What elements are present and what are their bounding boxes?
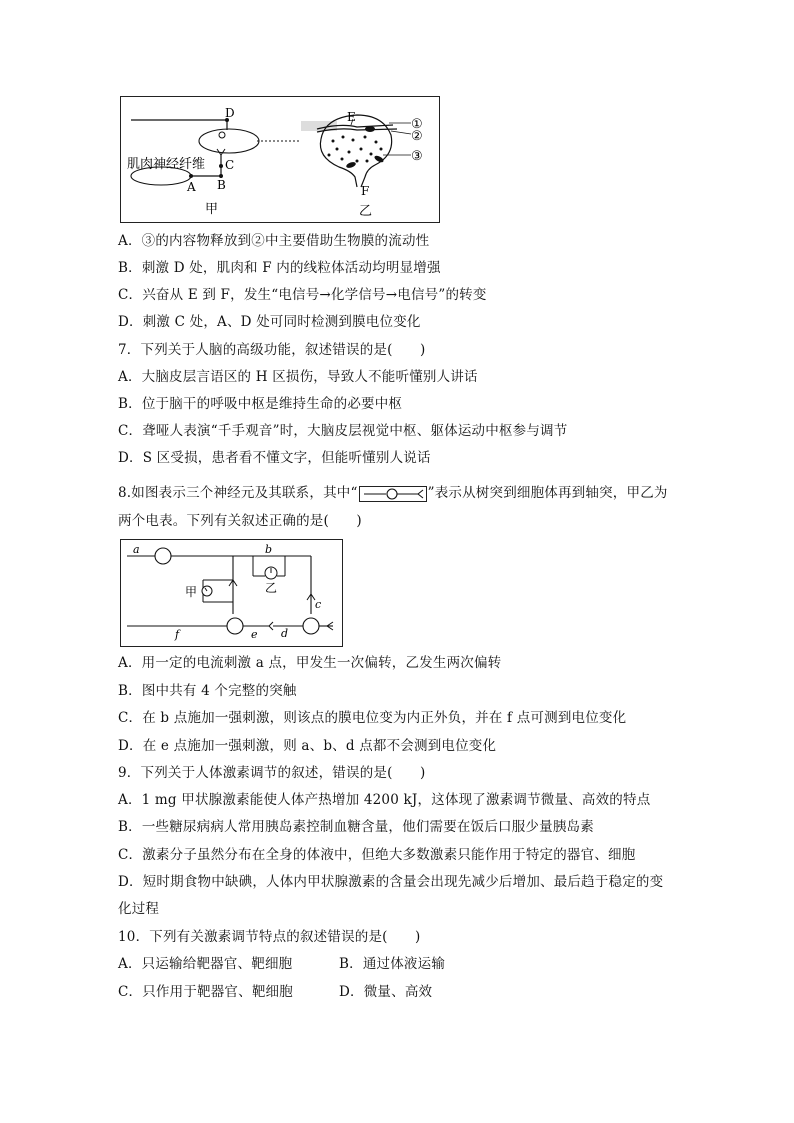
q6-option-b: B．刺激 D 处，肌肉和 F 内的线粒体活动均明显增强: [118, 260, 441, 276]
label-B: B: [217, 178, 226, 192]
figure-three-neurons: [120, 539, 343, 647]
neuron3-body: [303, 618, 319, 634]
nucleus: [219, 132, 225, 138]
point-C: [219, 164, 223, 168]
neuron2-body: [227, 618, 243, 634]
q6-option-a: A．③的内容物释放到②中主要借助生物膜的流动性: [118, 233, 430, 249]
label-d: d: [281, 627, 289, 640]
q6-option-d: D．刺激 C 处，A、D 处可同时检测到膜电位变化: [118, 314, 421, 330]
label-yi: 乙: [359, 204, 373, 219]
q8-stem-part1: 8.如图表示三个神经元及其联系，其中“: [118, 485, 358, 501]
q10-option-a: A．只运输给靶器官、靶细胞: [118, 956, 293, 972]
label-A: A: [187, 180, 196, 194]
q6-option-c: C．兴奋从 E 到 F，发生“电信号→化学信号→电信号”的转变: [118, 287, 487, 303]
label-b: b: [265, 543, 273, 556]
q10-option-d: D．微量、高效: [339, 984, 433, 1000]
q7-option-a: A．大脑皮层言语区的 H 区损伤，导致人不能听懂别人讲话: [118, 369, 478, 385]
q7-option-d: D．S 区受损，患者看不懂文字，但能听懂别人说话: [118, 450, 431, 466]
figure-three-neurons-svg: [121, 540, 342, 646]
neuron-symbol: [359, 486, 427, 502]
label-a: a: [133, 543, 140, 556]
q9-stem: 9．下列关于人体激素调节的叙述，错误的是( ): [118, 765, 426, 781]
label-f: f: [175, 628, 180, 641]
neuron-cell-body: [199, 129, 259, 153]
label-1: ①: [411, 117, 423, 132]
label-jia: 甲: [205, 202, 219, 217]
q10-stem: 10．下列有关激素调节特点的叙述错误的是( ): [118, 929, 421, 945]
label-yi: 乙: [265, 581, 278, 595]
label-C: C: [225, 158, 235, 172]
label-c: c: [315, 598, 322, 611]
figure-neuromuscular-svg: [121, 97, 439, 222]
synaptic-vesicles: [328, 136, 383, 163]
figure-neuromuscular: [120, 96, 440, 223]
label-muscle: 肌肉神经纤维: [127, 157, 206, 172]
label-2: ②: [411, 129, 423, 144]
label-3: ③: [411, 149, 423, 164]
q10-option-c: C．只作用于靶器官、靶细胞: [118, 984, 293, 1000]
q8-option-b: B．图中共有 4 个完整的突触: [118, 683, 297, 699]
label-e: e: [251, 628, 258, 641]
q7-option-c: C．聋哑人表演“千手观音”时，大脑皮层视觉中枢、躯体运动中枢参与调节: [118, 423, 568, 439]
q8-option-d: D．在 e 点施加一强刺激，则 a、b、d 点都不会测到电位变化: [118, 738, 497, 754]
q9-option-d: D．短时期食物中缺碘，人体内甲状腺激素的含量会出现先减少后增加、最后趋于稳定的变: [118, 874, 664, 890]
q9-option-d-cont: 化过程: [118, 901, 160, 917]
label-jia: 甲: [185, 585, 198, 599]
q8-stem-line2: 两个电表。下列有关叙述正确的是( ): [118, 513, 362, 529]
label-D: D: [225, 106, 235, 120]
q10-option-b: B．通过体液运输: [339, 956, 446, 972]
label-F: F: [361, 184, 370, 198]
q8-stem-part2: ”表示从树突到细胞体再到轴突，甲乙为: [427, 485, 668, 501]
q8-option-c: C．在 b 点施加一强刺激，则该点的膜电位变为内正外负，并在 f 点可测到电位变化: [118, 710, 627, 726]
q9-option-b: B．一些糖尿病病人常用胰岛素控制血糖含量，他们需要在饭后口服少量胰岛素: [118, 819, 594, 835]
label-E: E: [347, 110, 356, 124]
q7-option-b: B．位于脑干的呼吸中枢是维持生命的必要中枢: [118, 396, 403, 412]
q8-option-a: A．用一定的电流刺激 a 点，甲发生一次偏转，乙发生两次偏转: [118, 655, 502, 671]
q9-option-a: A．1 mg 甲状腺激素能使人体产热增加 4200 kJ，这体现了激素调节微量、高效的特点: [118, 792, 651, 808]
neuron1-body: [155, 548, 171, 564]
q7-stem: 7．下列关于人脑的高级功能，叙述错误的是( ): [118, 342, 426, 358]
q8-stem-line1: [118, 484, 668, 502]
q9-option-c: C．激素分子虽然分布在全身的体液中，但绝大多数激素只能作用于特定的器官、细胞: [118, 847, 636, 863]
